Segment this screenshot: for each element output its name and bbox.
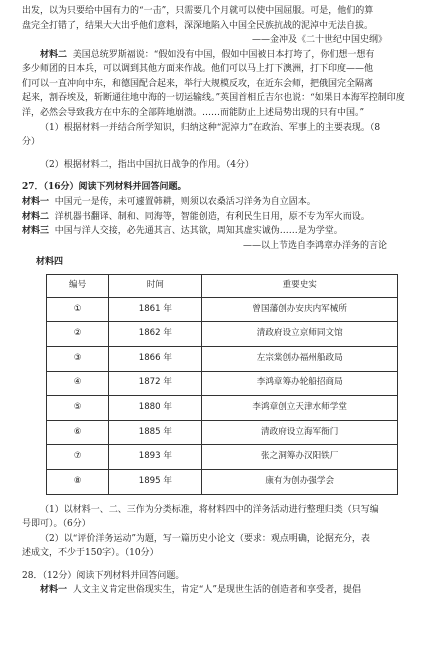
- question-27-1-cont: 号即可）。（6分）: [22, 519, 91, 530]
- material-28-1-line: [22, 583, 417, 598]
- history-events-table: [46, 274, 398, 495]
- material-2b-label: 材料二: [22, 211, 50, 222]
- question-27-1: （1）以材料一、二、三作为分类标准，将材料四中的洋务活动进行整理归类（只写编: [40, 504, 379, 515]
- row-number: ④: [47, 371, 109, 396]
- header-time: 时间: [109, 274, 202, 297]
- row-event: 张之洞筹办汉阳铁厂: [202, 445, 398, 470]
- table-row: [47, 297, 398, 322]
- question-26-2: （2）根据材料二，指出中国抗日战争的作用。（4分）: [40, 159, 254, 170]
- question-27-2-cont: 述成文，不少于150字）。（10分）: [22, 548, 159, 559]
- table-row: [47, 469, 398, 494]
- material-2-text: 美国总统罗斯福说：“假如没有中国，假如中国被日本打垮了，你们想一想有: [72, 49, 375, 60]
- material-3-line: [22, 224, 417, 239]
- material-2b-text: 洋机器书翻译、制和、同海等，智能创造，有利民生日用，原不专为军火而设。: [54, 211, 370, 222]
- row-number: ③: [47, 347, 109, 372]
- material-2-label: 材料二: [40, 49, 68, 60]
- row-year: 1880 年: [109, 396, 202, 421]
- material-1-label: 材料一: [22, 196, 50, 207]
- material-28-1-text: 人文主义肯定世俗现实生，肯定“人”是现世生活的创造者和享受者，提倡: [72, 585, 361, 596]
- text-line: 起来，割吞埃及，斩断通往地中海的一切运输线。”英国首相丘吉尔也说：“如果日本海军控制印度: [22, 93, 405, 104]
- material-28-1-label: 材料一: [40, 585, 68, 596]
- row-year: 1872 年: [109, 371, 202, 396]
- text-line: 多少师团的日本兵，可以调到其他方面来作战。他们可以马上打下澳洲，打下印度——他: [22, 64, 374, 75]
- row-year: 1862 年: [109, 322, 202, 347]
- table-row: [47, 347, 398, 372]
- row-event: 左宗棠创办福州船政局: [202, 347, 398, 372]
- question-26-1: （1）根据材料一并结合所学知识，归纳这种“泥淖力”在政治、军事上的主要表现。（8: [40, 122, 381, 133]
- table-row: [47, 420, 398, 445]
- row-event: 清政府设立海军衙门: [202, 420, 398, 445]
- row-number: ⑧: [47, 469, 109, 494]
- row-event: 李鸿章筹办轮船招商局: [202, 371, 398, 396]
- row-year: 1885 年: [109, 420, 202, 445]
- material-2-line: [22, 48, 417, 63]
- question-28-header: 28．（12分）阅读下列材料并回答问题。: [22, 570, 185, 581]
- material-4-label: 材料四: [36, 257, 64, 268]
- row-number: ②: [47, 322, 109, 347]
- row-event: 李鸿章创立天津水师学堂: [202, 396, 398, 421]
- row-year: 1861 年: [109, 297, 202, 322]
- row-year: 1895 年: [109, 469, 202, 494]
- material-1-line: [22, 195, 417, 210]
- row-event: 康有为创办强学会: [202, 469, 398, 494]
- material-2b-line: [22, 210, 417, 225]
- question-26-1-cont: 分）: [22, 137, 41, 148]
- material-3-text: 中国与洋人交接，必先通其言、达其欲，周知其虚实诚伪……是为学堂。: [54, 226, 343, 237]
- material-1-text: 中国元一是传，未可遽置韩耕，则须以农桑活习洋务为自立固本。: [54, 196, 316, 207]
- material-3-label: 材料三: [22, 226, 50, 237]
- row-event: 清政府设立京师同文馆: [202, 322, 398, 347]
- text-line: 们可以一直冲向中东，和德国配合起来，举行大规模反攻，在近东会师，把俄国完全隔离: [22, 78, 374, 89]
- header-event: 重要史实: [202, 274, 398, 297]
- table-row: [47, 371, 398, 396]
- source-citation: ——金冲及《二十世纪中国史纲》: [251, 35, 387, 46]
- text-line: 出发，以为只要给中国有力的“一击”，只需要几个月就可以使中国屈服。可是，他们的算: [22, 6, 374, 16]
- table-row: [47, 445, 398, 470]
- question-27-2: （2）以“评价洋务运动”为题，写一篇历史小论文（要求：观点明确，论据充分，表: [40, 533, 370, 544]
- table-row: [47, 396, 398, 421]
- row-event: 曾国藩创办安庆内军械所: [202, 297, 398, 322]
- text-line: 洋，必然会导致我方在中东的全部阵地崩溃。……而能防止上述局势出现的只有中国。”: [22, 108, 365, 119]
- table-header-row: [47, 274, 398, 297]
- material-3-source: ——以上节选自李鸿章办洋务的言论: [242, 240, 387, 251]
- row-year: 1893 年: [109, 445, 202, 470]
- question-27-header: 27．（16分）阅读下列材料并回答问题。: [22, 182, 187, 193]
- row-number: ⑥: [47, 420, 109, 445]
- row-number: ①: [47, 297, 109, 322]
- row-number: ⑦: [47, 445, 109, 470]
- table-row: [47, 322, 398, 347]
- header-number: 编号: [47, 274, 109, 297]
- text-line: 盘完全打错了，结果大大出乎他们意料，深深地陷入中国全民族抗战的泥淖中无法自拔。: [22, 20, 374, 31]
- row-number: ⑤: [47, 396, 109, 421]
- row-year: 1866 年: [109, 347, 202, 372]
